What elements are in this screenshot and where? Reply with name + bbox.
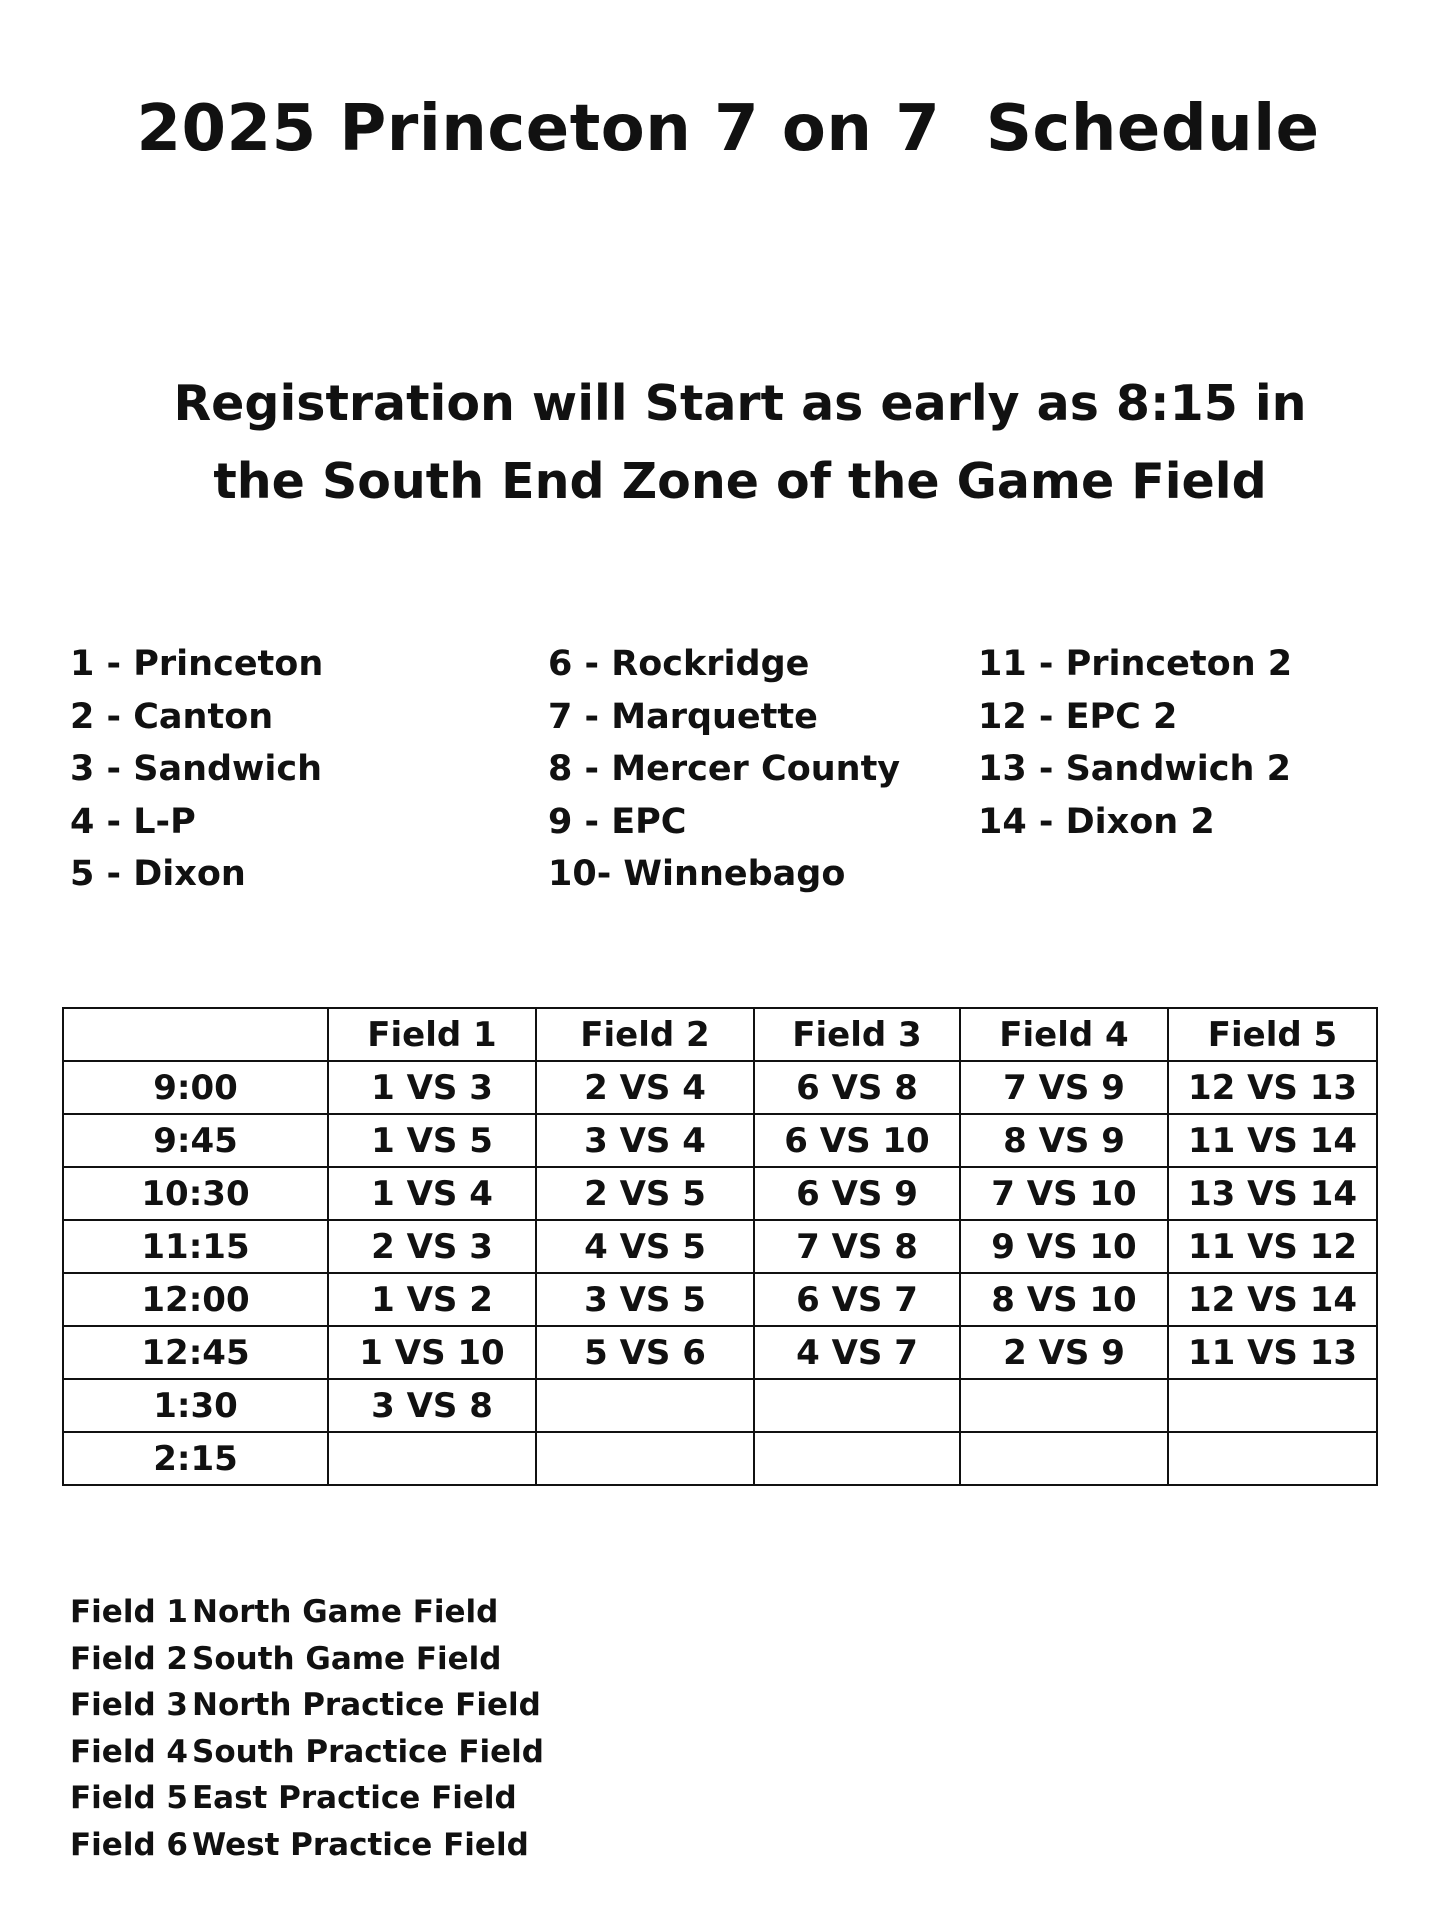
matchup-cell [536, 1379, 754, 1432]
team-entry: 14 - Dixon 2 [978, 801, 1215, 842]
legend-field-label: Field 4 [70, 1733, 189, 1770]
legend-item [70, 1636, 544, 1683]
matchup-cell [1168, 1432, 1377, 1485]
matchup-cell [328, 1432, 536, 1485]
legend-item [70, 1822, 544, 1869]
matchup-cell: 6 VS 7 [754, 1273, 960, 1326]
matchup-cell: 2 VS 3 [328, 1220, 536, 1273]
time-cell: 2:15 [63, 1432, 328, 1485]
matchup-cell: 2 VS 4 [536, 1061, 754, 1114]
matchup-cell: 4 VS 7 [754, 1326, 960, 1379]
matchup-cell: 1 VS 2 [328, 1273, 536, 1326]
header-cell: Field 2 [536, 1008, 754, 1061]
table-row [63, 1432, 1377, 1485]
team-entry: 12 - EPC 2 [978, 696, 1178, 737]
matchup-cell: 3 VS 4 [536, 1114, 754, 1167]
registration-notice [0, 365, 1440, 521]
time-cell: 1:30 [63, 1379, 328, 1432]
header-cell: Field 1 [328, 1008, 536, 1061]
team-entry: 1 - Princeton [70, 644, 324, 684]
legend-field-label: Field 6 [70, 1826, 189, 1863]
legend-field-label: Field 5 [70, 1780, 189, 1816]
matchup-cell: 2 VS 5 [536, 1167, 754, 1220]
team-entry: 13 - Sandwich 2 [978, 749, 1291, 789]
legend-field-label: Field 1 [70, 1594, 189, 1630]
table-row [63, 1220, 1377, 1273]
time-cell: 11:15 [63, 1220, 328, 1273]
matchup-cell [754, 1432, 960, 1485]
matchup-cell: 8 VS 9 [960, 1114, 1168, 1167]
legend-field-name: South Practice Field [192, 1733, 544, 1770]
time-cell: 12:45 [63, 1326, 328, 1379]
team-list-column-1 [70, 638, 323, 901]
matchup-cell: 1 VS 5 [328, 1114, 536, 1167]
matchup-cell: 7 VS 9 [960, 1061, 1168, 1114]
page-title: 2025 Princeton 7 on 7 Schedule [136, 92, 1320, 166]
legend-item [70, 1682, 544, 1729]
matchup-cell: 13 VS 14 [1168, 1167, 1377, 1220]
header-row [63, 1008, 1377, 1061]
header-cell: Field 4 [960, 1008, 1168, 1061]
matchup-cell: 7 VS 10 [960, 1167, 1168, 1220]
matchup-cell: 12 VS 13 [1168, 1061, 1377, 1114]
header-cell: Field 3 [754, 1008, 960, 1061]
matchup-cell: 3 VS 5 [536, 1273, 754, 1326]
time-cell: 9:45 [63, 1114, 328, 1167]
legend-field-label: Field 3 [70, 1687, 189, 1723]
legend-field-label: Field 2 [70, 1640, 189, 1677]
matchup-cell: 6 VS 9 [754, 1167, 960, 1220]
time-cell: 10:30 [63, 1167, 328, 1220]
schedule-header [63, 1008, 1377, 1061]
fields-legend [70, 1589, 544, 1868]
team-entry: 5 - Dixon [70, 854, 246, 894]
table-row [63, 1167, 1377, 1220]
matchup-cell: 7 VS 8 [754, 1220, 960, 1273]
matchup-cell: 2 VS 9 [960, 1326, 1168, 1379]
matchup-cell: 6 VS 8 [754, 1061, 960, 1114]
matchup-cell: 11 VS 14 [1168, 1114, 1377, 1167]
table-row [63, 1114, 1377, 1167]
matchup-cell: 1 VS 10 [328, 1326, 536, 1379]
matchup-cell: 12 VS 14 [1168, 1273, 1377, 1326]
schedule-body [63, 1061, 1377, 1485]
table-row [63, 1379, 1377, 1432]
matchup-cell: 1 VS 4 [328, 1167, 536, 1220]
team-list-column-2 [548, 638, 900, 901]
team-entry: 2 - Canton [70, 696, 274, 737]
matchup-cell: 11 VS 13 [1168, 1326, 1377, 1379]
legend-field-name: North Practice Field [192, 1687, 541, 1723]
team-entry: 9 - EPC [548, 801, 687, 842]
matchup-cell: 9 VS 10 [960, 1220, 1168, 1273]
matchup-cell: 3 VS 8 [328, 1379, 536, 1432]
matchup-cell [960, 1379, 1168, 1432]
team-entry: 11 - Princeton 2 [978, 644, 1293, 684]
matchup-cell [536, 1432, 754, 1485]
time-cell: 12:00 [63, 1273, 328, 1326]
legend-field-name: East Practice Field [192, 1780, 517, 1816]
legend-field-name: West Practice Field [192, 1826, 529, 1863]
legend-item [70, 1729, 544, 1776]
registration-line-1: Registration will Start as early as 8:15 in [173, 375, 1307, 432]
table-row [63, 1326, 1377, 1379]
header-cell [63, 1008, 328, 1061]
table-row [63, 1061, 1377, 1114]
header-cell: Field 5 [1168, 1008, 1377, 1061]
legend-item [70, 1589, 544, 1636]
schedule-table [62, 1007, 1378, 1486]
matchup-cell: 8 VS 10 [960, 1273, 1168, 1326]
matchup-cell: 4 VS 5 [536, 1220, 754, 1273]
matchup-cell: 1 VS 3 [328, 1061, 536, 1114]
team-entry: 4 - L-P [70, 801, 196, 842]
team-entry: 6 - Rockridge [548, 644, 810, 684]
matchup-cell [960, 1432, 1168, 1485]
time-cell: 9:00 [63, 1061, 328, 1114]
matchup-cell [1168, 1379, 1377, 1432]
table-row [63, 1273, 1377, 1326]
matchup-cell [754, 1379, 960, 1432]
team-entry: 3 - Sandwich [70, 749, 323, 789]
team-list-column-3 [978, 638, 1292, 848]
matchup-cell: 5 VS 6 [536, 1326, 754, 1379]
legend-field-name: South Game Field [192, 1640, 502, 1677]
team-entry: 8 - Mercer County [548, 749, 901, 789]
team-entry: 10- Winnebago [548, 854, 846, 894]
matchup-cell: 11 VS 12 [1168, 1220, 1377, 1273]
registration-line-2: the South End Zone of the Game Field [213, 453, 1267, 510]
legend-field-name: North Game Field [192, 1594, 499, 1630]
legend-item [70, 1775, 544, 1822]
team-entry: 7 - Marquette [548, 696, 818, 737]
matchup-cell: 6 VS 10 [754, 1114, 960, 1167]
